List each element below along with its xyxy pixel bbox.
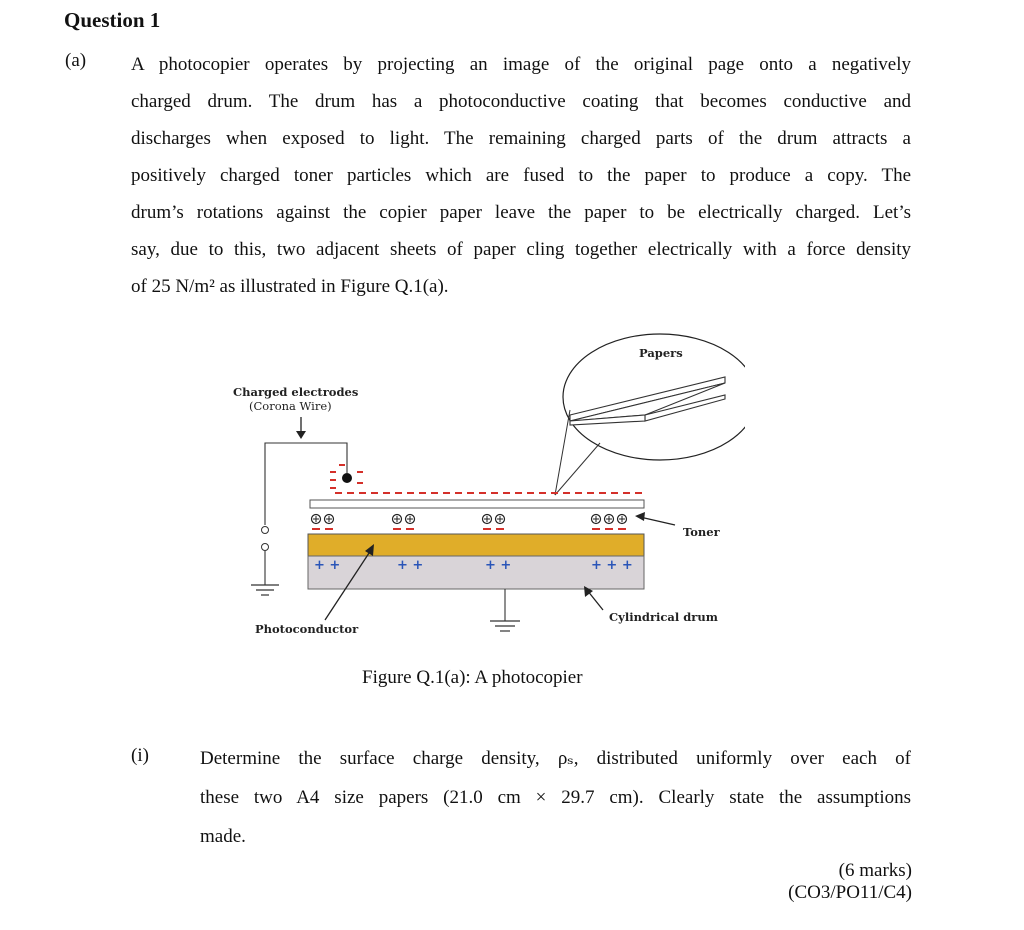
paragraph-line: of 25 N/m² as illustrated in Figure Q.1(a).: [131, 276, 449, 297]
paragraph-line: made.: [200, 826, 246, 847]
marks-block: [788, 860, 912, 904]
zoom-line: [555, 443, 600, 495]
toner-arrow: [640, 517, 675, 525]
toner-label: Toner: [683, 525, 720, 539]
paragraph-line: drum’s rotations against the copier paper leave the paper to be electrically charged. Let’s: [131, 202, 911, 223]
papers-label: Papers: [639, 346, 683, 360]
part-a-label: (a): [65, 50, 87, 71]
corona-wire: [342, 473, 352, 483]
part-i-label: (i): [131, 745, 149, 766]
figure-caption: Figure Q.1(a): A photocopier: [362, 667, 583, 688]
marks-code: (CO3/PO11/C4): [788, 882, 912, 903]
zoom-line: [555, 410, 570, 495]
question-title: Question 1: [64, 8, 161, 32]
paragraph-line: positively charged toner particles which are fused to the paper to produce a copy. The: [131, 165, 911, 186]
electrodes-label-sub: (Corona Wire): [249, 399, 332, 413]
ground-symbol-drum: [490, 621, 520, 631]
paragraph-line: A photocopier operates by projecting an image of the original page onto a negatively: [131, 54, 911, 75]
svg-text:+ + +: + + +: [591, 558, 633, 573]
paragraph-line: discharges when exposed to light. The remaining charged parts of the drum attracts a: [131, 128, 911, 149]
photoconductor-label: Photoconductor: [255, 622, 359, 636]
part-a-paragraph: [131, 46, 911, 305]
paragraph-line: these two A4 size papers (21.0 cm × 29.7 cm). Clearly state the assumptions: [200, 787, 911, 808]
electrodes-label: Charged electrodes: [233, 385, 359, 399]
marks-points: (6 marks): [838, 860, 912, 881]
svg-text:+ +: + +: [397, 558, 424, 573]
papers-stack-icon: [570, 377, 725, 425]
photoconductor-layer: [308, 534, 644, 556]
svg-text:+ +: + +: [485, 558, 512, 573]
svg-text:+ +: + +: [314, 558, 341, 573]
paragraph-line: Determine the surface charge density, ρₛ, distributed uniformly over each of: [200, 748, 911, 769]
paper-sheet: [310, 500, 644, 508]
electrodes-arrowhead: [296, 431, 306, 439]
photocopier-figure: [225, 325, 745, 655]
switch-terminal: [262, 527, 269, 534]
circuit-wire: [265, 443, 347, 525]
toner-arrowhead: [635, 512, 645, 521]
paragraph-line: charged drum. The drum has a photoconductive coating that becomes conductive and: [131, 91, 911, 112]
drum-label: Cylindrical drum: [609, 610, 718, 624]
toner-plus-signs: [313, 516, 625, 522]
ground-symbol-left: [251, 585, 279, 595]
paragraph-line: say, due to this, two adjacent sheets of paper cling together electrically with a force density: [131, 239, 911, 260]
toner-particles: [312, 515, 627, 524]
part-i-paragraph: [200, 739, 911, 856]
switch-terminal: [262, 544, 269, 551]
